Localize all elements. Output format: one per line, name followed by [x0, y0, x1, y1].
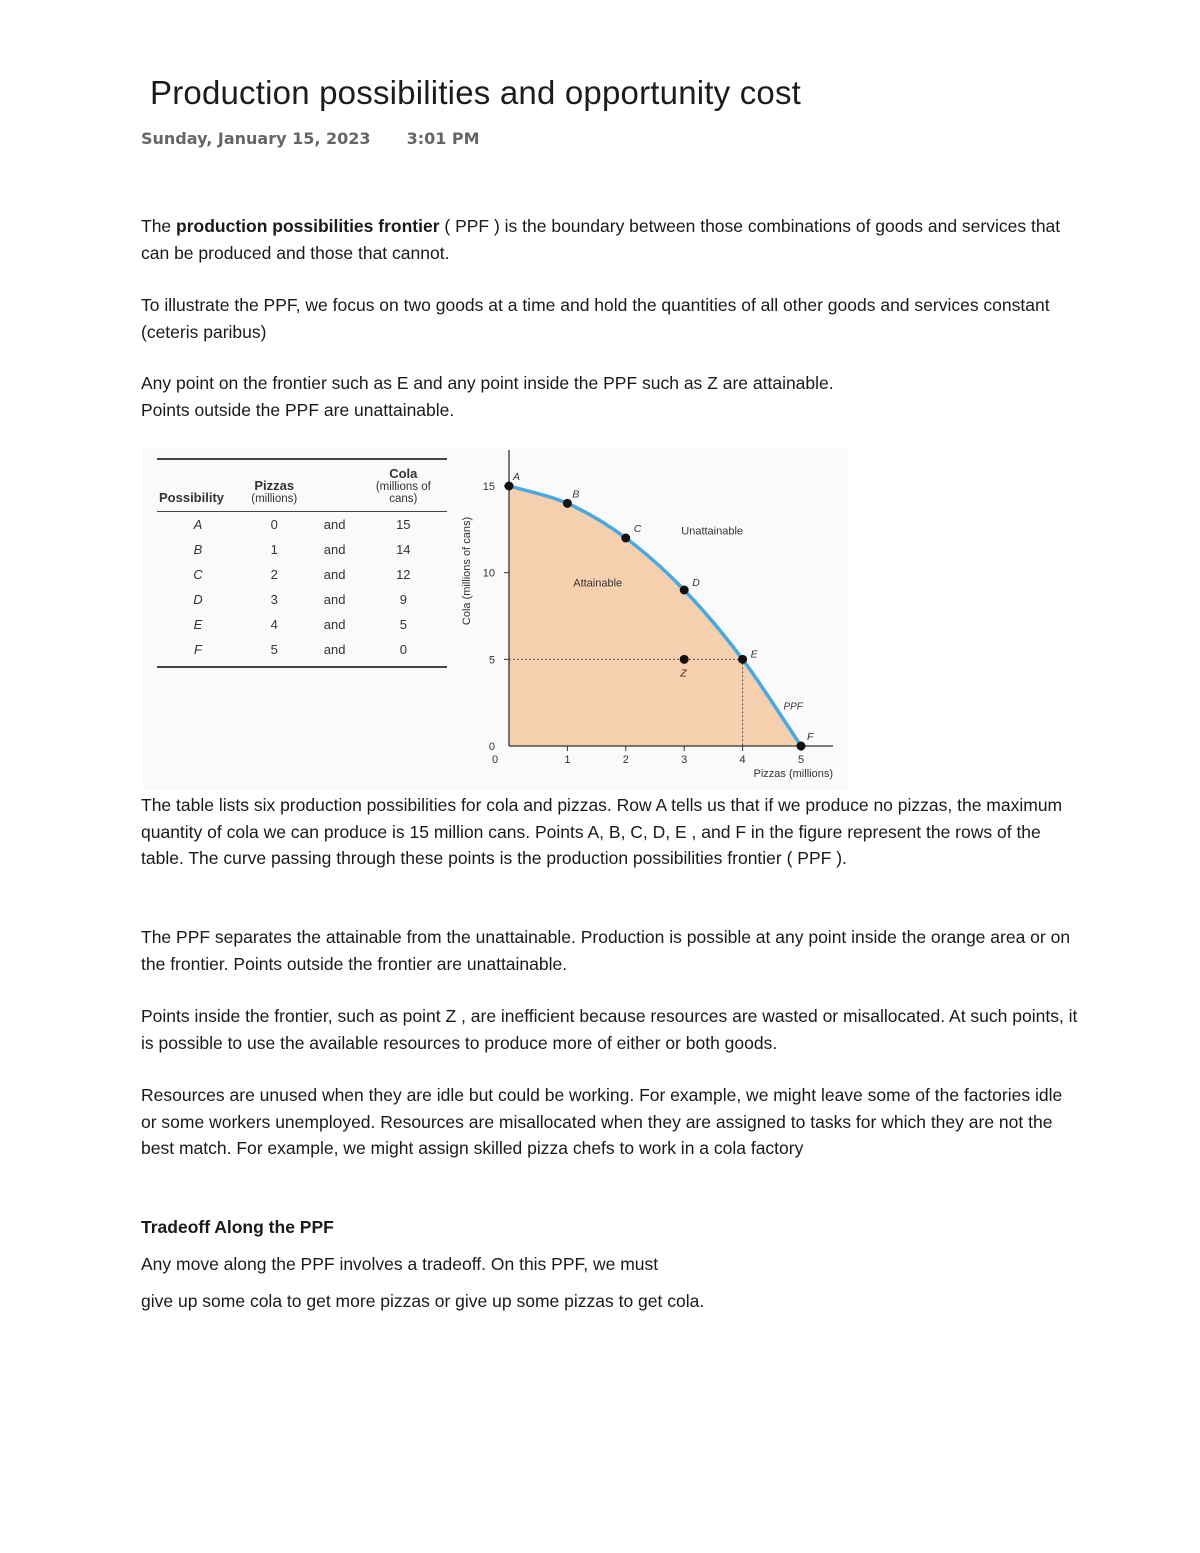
ppf-point — [563, 499, 572, 508]
table-row — [157, 562, 447, 587]
paragraph-inefficient: Points inside the frontier, such as point Z , are inefficient because resources are wasted or misallocated. At such points, it is possible to use the available resources to produce more of either or both goods. — [141, 1006, 1078, 1053]
cell-possibility: C — [193, 567, 203, 582]
paragraph-text: The — [141, 216, 177, 236]
x-tick-label: 5 — [797, 754, 805, 766]
possibilities-table — [157, 458, 447, 668]
header-possibility: Possibility — [159, 490, 225, 505]
point-label: Z — [680, 667, 687, 680]
ppf-figure — [143, 448, 848, 790]
cell-pizzas: 5 — [270, 642, 278, 657]
header-pizzas — [239, 459, 310, 512]
cell-and: and — [323, 517, 346, 532]
ppf-point — [738, 655, 747, 664]
x-tick-label: 4 — [739, 754, 746, 766]
cell-and: and — [323, 592, 346, 607]
y-tick-label: 5 — [488, 654, 495, 667]
paragraph-tradeoff-line2: give up some cola to get more pizzas or give up some pizzas to get cola. — [141, 1291, 705, 1311]
cell-pizzas: 3 — [270, 592, 278, 607]
paragraph-table-explanation: The table lists six production possibilities for cola and pizzas. Row A tells us that if we produce no pizzas, the maximum quantity of cola we can produce is 15 million cans. Points A, B, C, D, E , and F in the figure represent the rows of the table. The curve passing through these points is the production possibilities frontier ( PPF ). — [141, 795, 1063, 868]
page-title: Production possibilities and opportunity cost — [150, 74, 802, 111]
x-tick-label: 2 — [622, 754, 629, 766]
x-tick-label: 3 — [681, 754, 688, 766]
cell-possibility: B — [193, 542, 203, 557]
header-cola-label: Cola — [389, 466, 418, 481]
paragraph-attainable-line2: Points outside the PPF are unattainable. — [141, 400, 455, 420]
point-label: A — [513, 471, 521, 483]
paragraph-text: ( PPF ) is the boundary between those combinations of goods and services that can be produced and those that cannot. — [141, 216, 1061, 263]
point-label: D — [692, 577, 700, 589]
cell-cola: 15 — [396, 517, 411, 532]
y-tick-label: 0 — [488, 741, 495, 753]
point-label: F — [807, 731, 814, 743]
inefficient-point — [680, 655, 689, 664]
cell-possibility: F — [193, 642, 202, 657]
cell-pizzas: 4 — [270, 617, 278, 632]
point-label: B — [572, 488, 580, 501]
paragraph-separates: The PPF separates the attainable from the unattainable. Production is possible at any point inside the orange area or on the frontier. Points outside the frontier are unattainable. — [141, 927, 1071, 974]
header-pizzas-unit: (millions) — [251, 493, 298, 505]
header-cola — [360, 459, 447, 512]
paragraph-resources: Resources are unused when they are idle but could be working. For example, we might leave some of the factories idle or some workers unemployed. Resources are misallocated when they are assigned to tasks for which they are not the best match. For example, we might assign skilled pizza chefs to work in a cola factory — [141, 1085, 1063, 1158]
table-body — [157, 512, 447, 668]
cell-possibility: D — [193, 592, 203, 607]
table-row — [157, 512, 447, 538]
ppf-point — [680, 586, 689, 595]
header-spacer — [310, 459, 360, 512]
cell-pizzas: 2 — [270, 567, 278, 582]
series-label: PPF — [783, 701, 803, 713]
cell-cola: 9 — [399, 592, 407, 607]
cell-pizzas: 0 — [270, 517, 278, 532]
x-tick-label: 1 — [564, 754, 571, 766]
cell-cola: 0 — [399, 642, 407, 657]
cell-possibility: A — [193, 517, 203, 532]
page-timestamp — [141, 129, 480, 148]
paragraph-tradeoff-line1: Any move along the PPF involves a tradeoff. On this PPF, we must — [141, 1254, 659, 1274]
cell-cola: 14 — [396, 542, 411, 557]
paragraph-attainable-line1: Any point on the frontier such as E and any point inside the PPF such as Z are attainable. — [141, 373, 834, 393]
region-label-unattainable: Unattainable — [681, 525, 744, 538]
table-row — [157, 637, 447, 667]
paragraph-illustrate: To illustrate the PPF, we focus on two goods at a time and hold the quantities of all other goods and services constant (ceteris paribus) — [141, 295, 1050, 342]
y-tick-label: 15 — [482, 481, 495, 493]
header-cola-unit: (millions of cans) — [375, 481, 431, 505]
cell-cola: 12 — [396, 567, 411, 582]
point-label: C — [633, 523, 642, 535]
y-axis-label: Cola (millions of cans) — [461, 516, 473, 626]
section-heading: Tradeoff Along the PPF — [141, 1217, 334, 1237]
cell-pizzas: 1 — [270, 542, 278, 557]
table-row — [157, 612, 447, 637]
header-pizzas-label: Pizzas — [254, 478, 295, 493]
cell-and: and — [323, 542, 346, 557]
paragraph-ppf-definition — [141, 213, 1081, 266]
table-row — [157, 537, 447, 562]
y-tick-label: 10 — [482, 567, 495, 580]
x-axis-label: Pizzas (millions) — [753, 768, 833, 780]
table-header-row — [157, 459, 447, 512]
attainable-region — [509, 486, 801, 746]
cell-cola: 5 — [399, 617, 407, 632]
page-time: 3:01 PM — [406, 129, 480, 148]
bold-term: production possibilities frontier — [176, 216, 440, 236]
x-tick-label: 0 — [491, 754, 499, 766]
ppf-chart — [453, 448, 848, 790]
region-label-attainable: Attainable — [573, 577, 623, 590]
page-date: Sunday, January 15, 2023 — [141, 129, 371, 148]
cell-possibility: E — [193, 617, 203, 632]
cell-and: and — [323, 617, 346, 632]
table-row — [157, 587, 447, 612]
point-label: E — [750, 648, 758, 661]
ppf-point — [797, 742, 806, 751]
cell-and: and — [323, 642, 346, 657]
ppf-point — [621, 534, 630, 543]
cell-and: and — [323, 567, 346, 582]
